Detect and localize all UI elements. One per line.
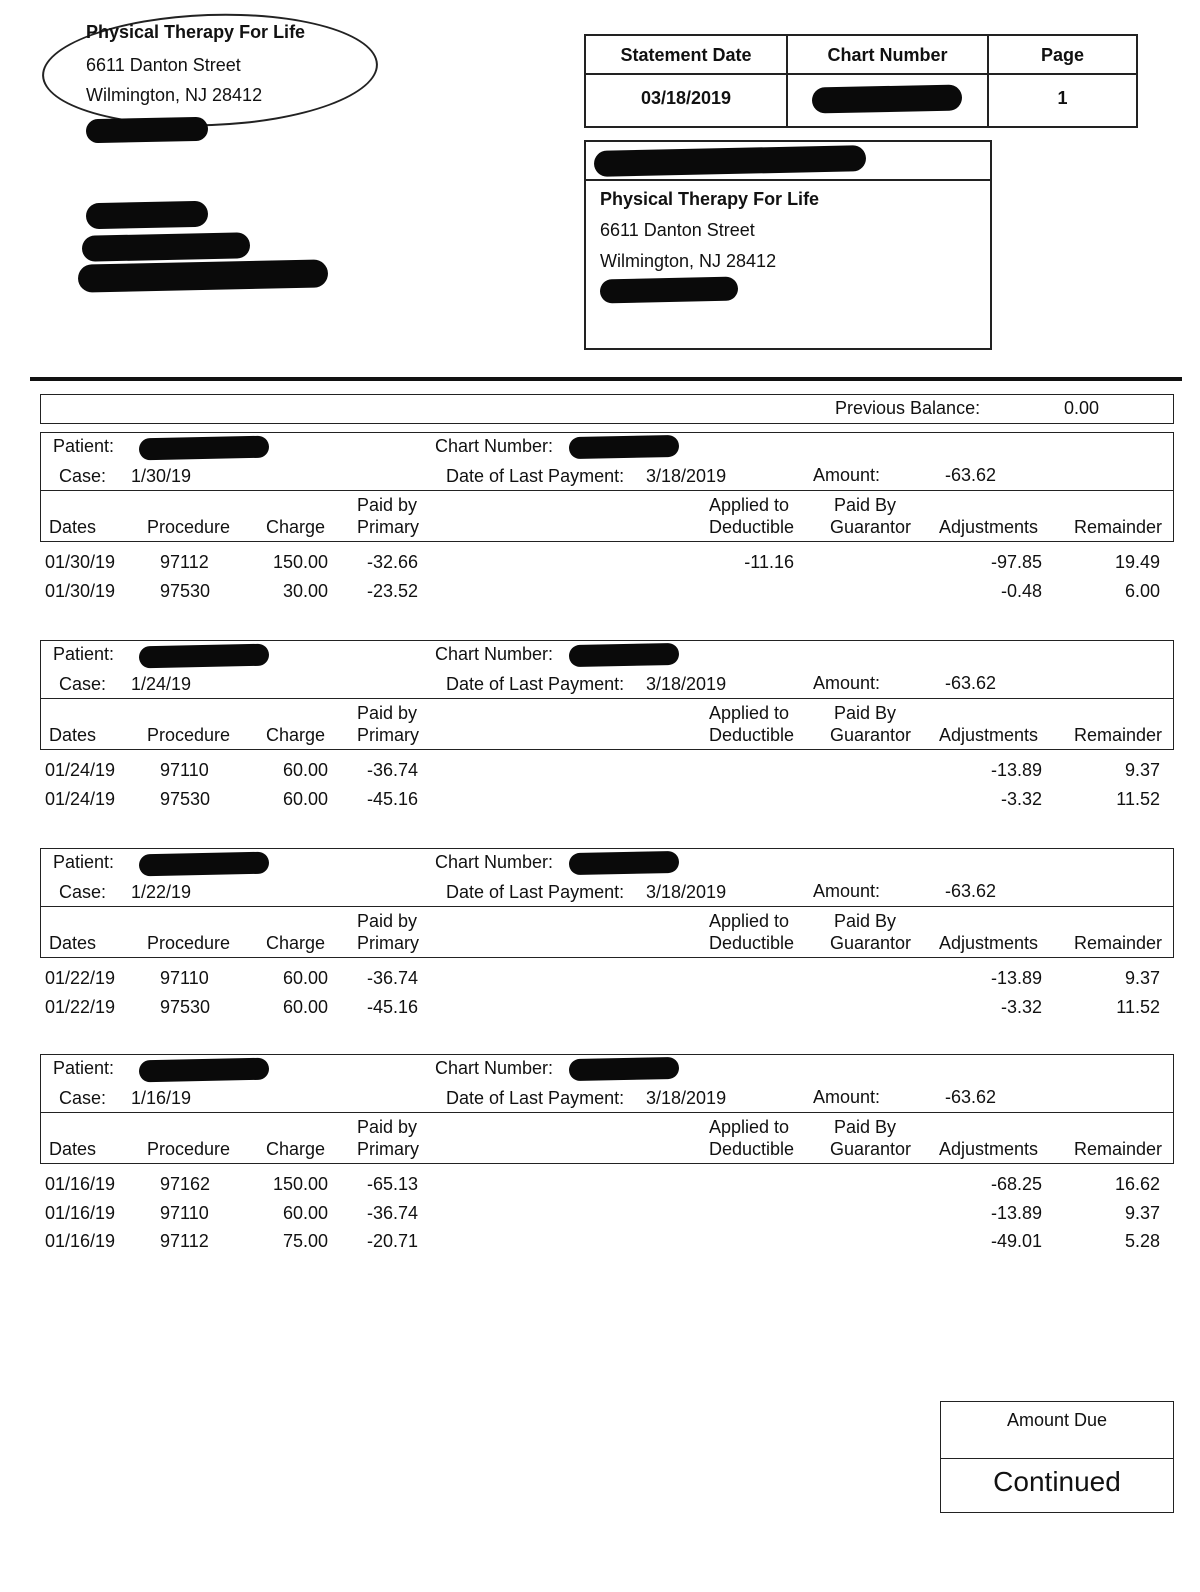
col-applied-to: Applied to — [709, 911, 790, 931]
table-row — [40, 760, 1172, 788]
row-procedure: 97530 — [160, 996, 211, 1017]
col-applied-to: Applied to — [709, 703, 790, 723]
redaction-mark — [600, 277, 738, 304]
row-procedure: 97110 — [160, 968, 209, 988]
redaction-mark — [569, 435, 679, 459]
col-guarantor: Guarantor — [830, 517, 912, 537]
redaction-mark — [139, 436, 269, 461]
amount-value: -63.62 — [945, 673, 997, 693]
row-paid-primary: -36.74 — [366, 968, 418, 988]
col-procedure: Procedure — [147, 1139, 231, 1159]
case-header-box — [40, 1054, 1174, 1164]
col-paid-by: Paid by — [357, 703, 418, 723]
row-charge: 30.00 — [282, 580, 328, 601]
row-remainder: 9.37 — [1124, 760, 1160, 780]
row-remainder: 11.52 — [1116, 996, 1160, 1017]
last-payment-label: Date of Last Payment: — [446, 882, 625, 902]
patient-label: Patient: — [53, 644, 115, 664]
case-header-box — [40, 432, 1174, 542]
row-date: 01/16/19 — [45, 1202, 116, 1223]
case-value: 1/24/19 — [131, 674, 192, 694]
row-charge: 60.00 — [282, 968, 328, 988]
col-charge: Charge — [266, 933, 326, 953]
col-adjustments: Adjustments — [939, 1139, 1039, 1159]
redaction-mark — [78, 259, 329, 292]
redaction-mark — [86, 201, 209, 230]
statement-date-label: Statement Date — [620, 45, 752, 65]
row-paid-primary: -45.16 — [366, 788, 418, 809]
col-paid-by: Paid by — [357, 911, 418, 931]
case-label: Case: — [59, 466, 107, 486]
col-adjustments: Adjustments — [939, 725, 1039, 745]
amount-value: -63.62 — [945, 881, 997, 901]
row-procedure: 97110 — [160, 1202, 209, 1223]
col-deductible: Deductible — [709, 1139, 795, 1159]
page-value: 1 — [1057, 88, 1068, 108]
row-adjustments: -13.89 — [990, 1202, 1042, 1223]
remit-street: 6611 Danton Street — [600, 220, 755, 240]
col-adjustments: Adjustments — [939, 933, 1039, 953]
redaction-mark — [569, 1057, 679, 1081]
col-procedure: Procedure — [147, 725, 231, 745]
patient-label: Patient: — [53, 436, 115, 456]
row-paid-primary: -36.74 — [366, 1202, 418, 1223]
row-adjustments: -97.85 — [990, 552, 1042, 572]
last-payment-label: Date of Last Payment: — [446, 1088, 625, 1108]
sender-street: 6611 Danton Street — [86, 55, 241, 75]
col-charge: Charge — [266, 1139, 326, 1159]
col-primary: Primary — [357, 933, 419, 953]
row-remainder: 6.00 — [1124, 580, 1160, 601]
row-date: 01/16/19 — [45, 1174, 116, 1194]
row-adjustments: -13.89 — [990, 968, 1042, 988]
last-payment-label: Date of Last Payment: — [446, 674, 625, 694]
col-paid-by-guarantor: Paid By — [834, 703, 897, 723]
table-row — [40, 789, 1172, 817]
row-charge: 60.00 — [282, 788, 328, 809]
case-header-divider — [41, 906, 1173, 907]
statement-header-table — [584, 34, 1138, 128]
row-remainder: 5.28 — [1124, 1231, 1160, 1251]
row-paid-primary: -20.71 — [366, 1231, 418, 1251]
table-row — [40, 552, 1172, 580]
col-dates: Dates — [49, 725, 97, 745]
row-paid-primary: -45.16 — [366, 996, 418, 1017]
chart-number-label: Chart Number: — [435, 644, 554, 664]
case-header-divider — [41, 1112, 1173, 1113]
case-header-box — [40, 640, 1174, 750]
last-payment-value: 3/18/2019 — [646, 1088, 727, 1108]
col-primary: Primary — [357, 517, 419, 537]
case-label: Case: — [59, 674, 107, 694]
col-primary: Primary — [357, 725, 419, 745]
col-procedure: Procedure — [147, 933, 231, 953]
previous-balance-value: 0.00 — [1064, 398, 1100, 418]
col-guarantor: Guarantor — [830, 725, 912, 745]
col-adjustments: Adjustments — [939, 517, 1039, 537]
row-procedure: 97112 — [160, 1231, 209, 1251]
sender-city: Wilmington, NJ 28412 — [86, 85, 263, 105]
row-adjustments: -3.32 — [1000, 996, 1042, 1017]
row-procedure: 97110 — [160, 760, 209, 780]
row-charge: 60.00 — [282, 760, 328, 780]
sender-name: Physical Therapy For Life — [86, 22, 306, 42]
table-row — [40, 1231, 1172, 1259]
case-value: 1/16/19 — [131, 1088, 192, 1108]
amount-label: Amount: — [813, 881, 881, 901]
col-charge: Charge — [266, 517, 326, 537]
row-remainder: 16.62 — [1114, 1174, 1160, 1194]
row-date: 01/30/19 — [45, 580, 116, 601]
chart-number-label: Chart Number: — [435, 436, 554, 456]
col-paid-by: Paid by — [357, 495, 418, 515]
case-value: 1/22/19 — [131, 882, 192, 902]
row-procedure: 97112 — [160, 552, 209, 572]
row-procedure: 97162 — [160, 1174, 211, 1194]
table-row — [40, 997, 1172, 1025]
redaction-mark — [82, 232, 251, 262]
row-charge: 150.00 — [272, 552, 328, 572]
col-charge: Charge — [266, 725, 326, 745]
row-adjustments: -68.25 — [990, 1174, 1042, 1194]
case-value: 1/30/19 — [131, 466, 192, 486]
col-paid-by-guarantor: Paid By — [834, 1117, 897, 1137]
remit-name: Physical Therapy For Life — [600, 189, 820, 209]
amount-due-value: Continued — [993, 1466, 1121, 1497]
last-payment-label: Date of Last Payment: — [446, 466, 625, 486]
chart-number-label: Chart Number: — [435, 852, 554, 872]
row-date: 01/30/19 — [45, 552, 116, 572]
row-date: 01/24/19 — [45, 760, 116, 780]
col-guarantor: Guarantor — [830, 1139, 912, 1159]
last-payment-value: 3/18/2019 — [646, 674, 727, 694]
col-primary: Primary — [357, 1139, 419, 1159]
col-dates: Dates — [49, 1139, 97, 1159]
table-row — [40, 581, 1172, 609]
row-adjustments: -0.48 — [1000, 580, 1042, 601]
row-adjustments: -13.89 — [990, 760, 1042, 780]
row-date: 01/16/19 — [45, 1231, 116, 1251]
last-payment-value: 3/18/2019 — [646, 466, 727, 486]
redaction-mark — [594, 145, 866, 177]
col-applied-to: Applied to — [709, 495, 790, 515]
row-remainder: 9.37 — [1124, 968, 1160, 988]
row-paid-primary: -65.13 — [366, 1174, 418, 1194]
case-label: Case: — [59, 1088, 107, 1108]
redaction-mark — [812, 84, 963, 113]
col-remainder: Remainder — [1074, 517, 1163, 537]
row-adjustments: -49.01 — [990, 1231, 1042, 1251]
previous-balance-box — [40, 394, 1174, 424]
amount-due-box — [940, 1401, 1174, 1513]
col-dates: Dates — [49, 933, 97, 953]
redaction-mark — [139, 852, 269, 877]
col-dates: Dates — [49, 517, 97, 537]
row-paid-primary: -32.66 — [366, 552, 418, 572]
amount-label: Amount: — [813, 673, 881, 693]
case-header-box — [40, 848, 1174, 958]
row-adjustments: -3.32 — [1000, 788, 1042, 809]
row-charge: 60.00 — [282, 996, 328, 1017]
last-payment-value: 3/18/2019 — [646, 882, 727, 902]
case-header-divider — [41, 698, 1173, 699]
col-remainder: Remainder — [1074, 725, 1163, 745]
table-row — [40, 1174, 1172, 1202]
col-deductible: Deductible — [709, 933, 795, 953]
row-paid-primary: -36.74 — [366, 760, 418, 780]
redaction-mark — [569, 851, 679, 875]
amount-due-label: Amount Due — [1006, 1410, 1108, 1430]
table-row — [40, 968, 1172, 996]
row-procedure: 97530 — [160, 788, 211, 809]
row-date: 01/22/19 — [45, 968, 116, 988]
redaction-mark — [139, 644, 269, 669]
remit-to-box — [584, 140, 992, 350]
chart-number-label: Chart Number: — [435, 1058, 554, 1078]
case-header-divider — [41, 490, 1173, 491]
col-remainder: Remainder — [1074, 933, 1163, 953]
patient-label: Patient: — [53, 852, 115, 872]
row-deductible: -11.16 — [744, 552, 794, 572]
col-paid-by-guarantor: Paid By — [834, 495, 897, 515]
row-remainder: 11.52 — [1116, 788, 1160, 809]
row-date: 01/24/19 — [45, 788, 116, 809]
table-row — [40, 1203, 1172, 1231]
redaction-mark — [139, 1058, 269, 1083]
case-label: Case: — [59, 882, 107, 902]
amount-value: -63.62 — [945, 465, 997, 485]
row-remainder: 9.37 — [1124, 1202, 1160, 1223]
row-charge: 75.00 — [282, 1231, 328, 1251]
previous-balance-label: Previous Balance: — [835, 398, 981, 418]
page-label: Page — [1040, 45, 1085, 65]
col-guarantor: Guarantor — [830, 933, 912, 953]
col-paid-by-guarantor: Paid By — [834, 911, 897, 931]
amount-label: Amount: — [813, 465, 881, 485]
col-deductible: Deductible — [709, 517, 795, 537]
chart-number-label: Chart Number — [827, 45, 948, 65]
row-date: 01/22/19 — [45, 996, 116, 1017]
row-remainder: 19.49 — [1114, 552, 1160, 572]
row-charge: 60.00 — [282, 1202, 328, 1223]
row-procedure: 97530 — [160, 580, 211, 601]
section-divider — [30, 377, 1182, 381]
amount-label: Amount: — [813, 1087, 881, 1107]
remit-city: Wilmington, NJ 28412 — [600, 251, 777, 271]
col-procedure: Procedure — [147, 517, 231, 537]
amount-value: -63.62 — [945, 1087, 997, 1107]
col-deductible: Deductible — [709, 725, 795, 745]
col-applied-to: Applied to — [709, 1117, 790, 1137]
patient-label: Patient: — [53, 1058, 115, 1078]
redaction-mark — [86, 117, 208, 144]
row-paid-primary: -23.52 — [366, 580, 418, 601]
col-paid-by: Paid by — [357, 1117, 418, 1137]
col-remainder: Remainder — [1074, 1139, 1163, 1159]
redaction-mark — [569, 643, 679, 667]
row-charge: 150.00 — [272, 1174, 328, 1194]
statement-date-value: 03/18/2019 — [640, 88, 732, 108]
